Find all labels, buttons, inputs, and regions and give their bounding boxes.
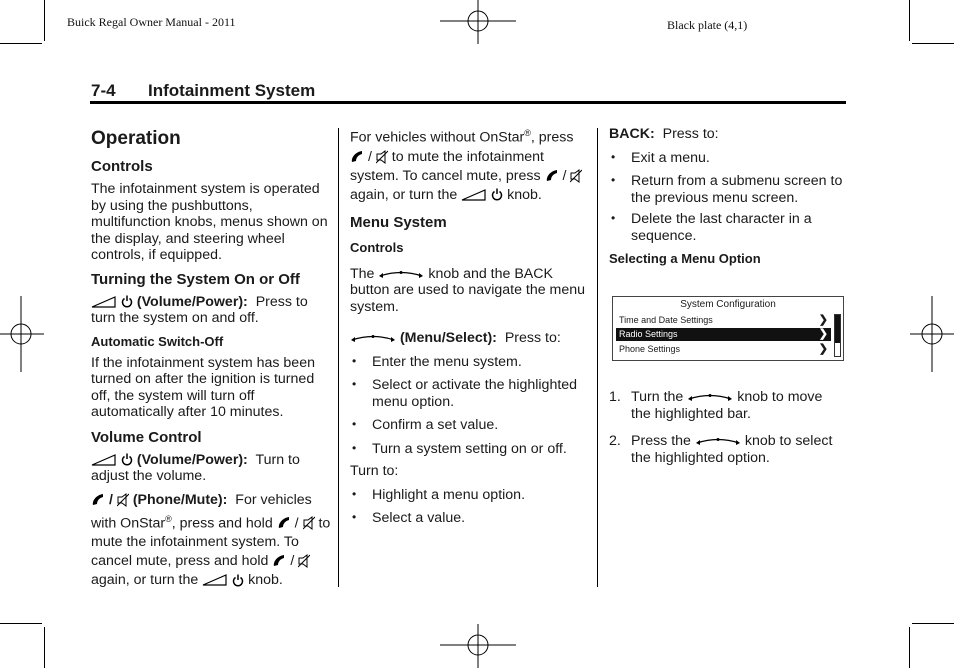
menu-row[interactable] — [616, 314, 831, 327]
mute-icon — [570, 169, 582, 183]
vol-power-text-2: Turn to adjust the volume. — [91, 451, 300, 484]
no-onstar-paragraph: For vehicles without OnStar®, press / to mute the infotainment system. To cancel mute, press / again, or turn the knob. — [350, 124, 588, 205]
list-item: • Exit a menu. — [609, 150, 845, 167]
menu-select-label: (Menu/Select): — [399, 330, 497, 347]
back-label: BACK: — [609, 126, 655, 142]
registered-mark: ® — [165, 513, 172, 524]
menu-select-knob-icon — [695, 436, 741, 446]
menu-controls-heading: Controls — [350, 239, 404, 255]
menu-select-paragraph — [350, 330, 588, 347]
mute-icon — [376, 150, 388, 164]
section-number: 7-4 — [91, 81, 116, 100]
volume-icon — [202, 574, 228, 586]
display-screen — [612, 296, 844, 361]
controls-text: The infotainment system is operated by using the pushbuttons, multifunction knobs, menus shown on the display, and steering wheel controls, if equipped. — [91, 181, 328, 263]
scrollbar-thumb[interactable] — [835, 315, 840, 343]
phone-icon — [277, 516, 291, 530]
step-item — [609, 389, 845, 422]
step-number: 1. — [609, 389, 621, 405]
registration-mark-left — [0, 296, 44, 372]
column-divider — [338, 128, 339, 587]
no-onstar-d: again, or turn the — [350, 186, 458, 203]
scrollbar[interactable] — [834, 314, 841, 357]
auto-switch-heading: Automatic Switch-Off — [91, 333, 224, 349]
no-onstar-a: For vehicles without OnStar — [350, 129, 525, 146]
crop-mark — [44, 0, 45, 41]
header-rule — [90, 101, 846, 104]
section-title: Infotainment System — [148, 81, 316, 100]
list-item: • Confirm a set value. — [350, 417, 588, 434]
crop-mark — [909, 0, 910, 41]
menu-row-label: Time and Date Settings — [619, 315, 713, 325]
no-onstar-b: , press — [530, 129, 574, 146]
nav-text: knob and the BACK button are used to navigate the menu system. — [350, 265, 586, 315]
registration-mark-right — [910, 296, 954, 372]
back-text: Press to: — [662, 126, 719, 142]
volume-icon — [91, 296, 117, 308]
mute-icon — [117, 493, 129, 507]
phone-text-b: , press and hold — [171, 515, 273, 532]
the-word: The — [350, 265, 375, 282]
phone-mute-label: (Phone/Mute): — [132, 491, 228, 508]
column-1 — [91, 126, 331, 590]
mute-icon — [303, 516, 315, 530]
phone-mute-paragraph: / (Phone/Mute): For vehicles with OnStar®, press and hold / to mute the infotainment system. To cancel mute, press and hold / again, or turn the knob. — [91, 491, 331, 589]
phone-text-d: again, or turn the — [91, 572, 199, 589]
back-list — [609, 150, 845, 245]
auto-switch-text: If the infotainment system has been turned on after the ignition is turned off, the system will turn off automatically after 10 minutes. — [91, 354, 315, 420]
volume-icon — [91, 454, 117, 466]
menu-select-knob-icon — [378, 269, 424, 279]
mute-icon — [298, 554, 310, 568]
crop-mark — [909, 627, 910, 668]
step-item — [609, 433, 845, 466]
vol-power-paragraph-1 — [91, 294, 331, 327]
list-item: • Return from a submenu screen to the previous menu screen. — [609, 173, 845, 206]
turn-to: Turn to: — [350, 463, 399, 480]
turning-heading: Turning the System On or Off — [91, 270, 300, 288]
crop-mark — [912, 43, 954, 44]
power-icon — [121, 453, 133, 466]
press-to: Press to: — [504, 330, 561, 347]
no-onstar-c: to mute the infotainment system. To cancel mute, press — [350, 148, 544, 184]
list-item: • Highlight a menu option. — [350, 487, 588, 504]
chevron-right-icon: ❯ — [818, 328, 828, 340]
menu-row-label: Phone Settings — [619, 344, 681, 354]
phone-text-a: For vehicles with OnStar — [91, 491, 312, 532]
step-text-b: knob to move the highlighted bar. — [631, 389, 823, 422]
section-heading — [91, 81, 315, 101]
column-2 — [350, 126, 588, 527]
registration-mark-bottom — [440, 624, 516, 668]
menu-select-knob-icon — [687, 392, 733, 402]
registration-mark-top — [440, 0, 516, 44]
knob-word: knob. — [507, 186, 542, 203]
step-number: 2. — [609, 433, 621, 449]
vol-power-label: (Volume/Power): — [136, 293, 248, 310]
menu-row-label: Radio Settings — [619, 329, 678, 339]
step-text-a: Press the — [631, 433, 691, 449]
selecting-heading: Selecting a Menu Option — [609, 251, 761, 266]
knob-word: knob. — [248, 572, 283, 589]
press-list — [350, 354, 588, 458]
crop-mark — [912, 623, 954, 624]
chevron-right-icon: ❯ — [818, 343, 828, 355]
crop-mark — [44, 627, 45, 668]
power-icon — [491, 188, 503, 201]
nav-paragraph — [350, 266, 588, 316]
list-item: • Turn a system setting on or off. — [350, 441, 588, 458]
menu-select-knob-icon — [350, 333, 396, 343]
steps-list — [609, 389, 845, 466]
crop-mark — [0, 43, 42, 44]
chevron-right-icon: ❯ — [818, 314, 828, 326]
menu-row[interactable] — [616, 343, 831, 356]
list-item: • Enter the menu system. — [350, 354, 588, 371]
list-item: • Select or activate the highlighted menu option. — [350, 377, 588, 410]
registered-mark: ® — [524, 128, 531, 138]
phone-icon — [350, 150, 364, 164]
controls-heading: Controls — [91, 158, 153, 175]
turn-list — [350, 487, 588, 527]
volume-icon — [461, 189, 487, 201]
step-text-a: Turn the — [631, 389, 684, 405]
column-divider — [597, 128, 598, 587]
operation-title: Operation — [91, 128, 181, 149]
column-3 — [609, 126, 845, 267]
step-text-b: knob to select the highlighted option. — [631, 433, 833, 466]
plate-label: Black plate (4,1) — [667, 18, 748, 32]
vol-power-label: (Volume/Power): — [136, 451, 248, 468]
screen-title: System Configuration — [680, 299, 776, 310]
menu-row-selected[interactable] — [616, 328, 831, 341]
phone-icon — [545, 169, 559, 183]
steps-block — [609, 389, 845, 466]
power-icon — [121, 295, 133, 308]
volume-heading: Volume Control — [91, 428, 202, 446]
crop-mark — [0, 623, 42, 624]
manual-title: Buick Regal Owner Manual - 2011 — [67, 15, 236, 29]
list-item: • Delete the last character in a sequence. — [609, 211, 845, 244]
power-icon — [232, 574, 244, 587]
list-item: • Select a value. — [350, 510, 588, 527]
back-paragraph — [609, 126, 845, 143]
phone-icon — [272, 554, 286, 568]
phone-icon — [91, 493, 105, 507]
vol-power-text-1: Press to turn the system on and off. — [91, 293, 308, 326]
phone-text-c: to mute the infotainment system. To cancel mute, press and hold — [91, 515, 331, 570]
vol-power-paragraph-2 — [91, 452, 331, 485]
menu-system-heading: Menu System — [350, 213, 447, 231]
